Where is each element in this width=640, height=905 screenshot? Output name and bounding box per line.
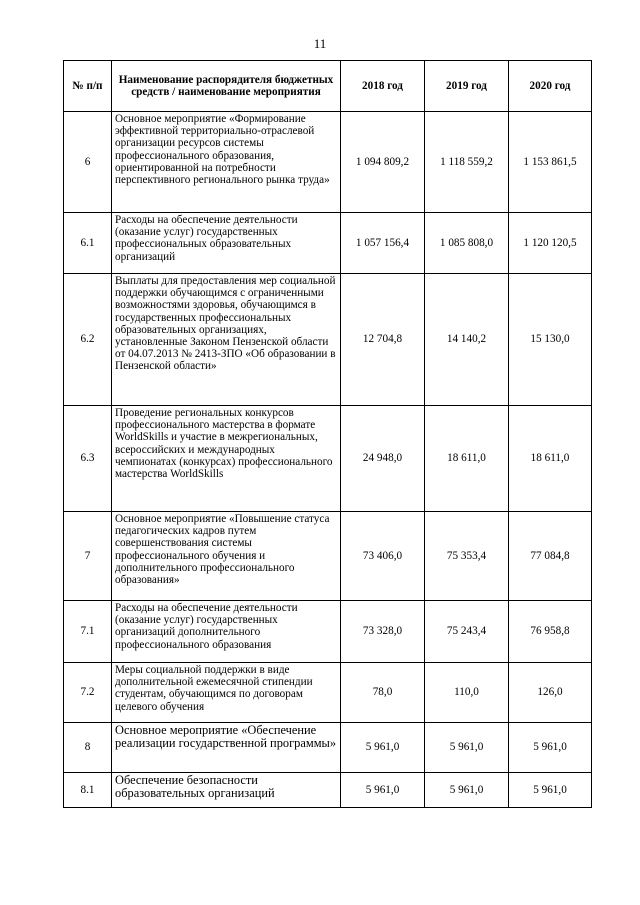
row-number: 7.2 <box>64 663 112 723</box>
row-name: Обеспечение безопасности образовательных организаций <box>112 773 341 808</box>
row-name: Расходы на обеспечение деятельности (оказание услуг) государственных организаций дополнительного профессионального образования <box>112 601 341 663</box>
row-name: Меры социальной поддержки в виде дополнительной ежемесячной стипендии студентам, обучающимся по договорам целевого обучения <box>112 663 341 723</box>
value-2019: 110,0 <box>425 663 509 723</box>
row-number: 6.3 <box>64 406 112 512</box>
table-header-row <box>64 61 592 112</box>
row-number: 6.2 <box>64 274 112 406</box>
value-2020: 18 611,0 <box>509 406 592 512</box>
header-name: Наименование распорядителя бюджетных средств / наименование мероприятия <box>112 61 341 112</box>
value-2019: 5 961,0 <box>425 773 509 808</box>
table-row <box>64 213 592 274</box>
row-number: 7.1 <box>64 601 112 663</box>
header-2020: 2020 год <box>509 61 592 112</box>
value-2019: 5 961,0 <box>425 723 509 773</box>
value-2018: 73 406,0 <box>341 512 425 601</box>
table-row <box>64 663 592 723</box>
budget-table <box>63 60 592 808</box>
value-2020: 126,0 <box>509 663 592 723</box>
row-number: 6.1 <box>64 213 112 274</box>
row-name: Расходы на обеспечение деятельности (оказание услуг) государственных профессиональных образовательных организаций <box>112 213 341 274</box>
value-2019: 75 243,4 <box>425 601 509 663</box>
table-row <box>64 773 592 808</box>
row-name: Основное мероприятие «Повышение статуса педагогических кадров путем совершенствования системы профессионального обучения и дополнительного профессионального образования» <box>112 512 341 601</box>
value-2018: 1 057 156,4 <box>341 213 425 274</box>
table-row <box>64 406 592 512</box>
table-row <box>64 601 592 663</box>
row-number: 8 <box>64 723 112 773</box>
value-2018: 78,0 <box>341 663 425 723</box>
row-name: Основное мероприятие «Обеспечение реализации государственной программы» <box>112 723 341 773</box>
value-2019: 75 353,4 <box>425 512 509 601</box>
header-2019: 2019 год <box>425 61 509 112</box>
table-row <box>64 512 592 601</box>
value-2019: 1 085 808,0 <box>425 213 509 274</box>
row-number: 7 <box>64 512 112 601</box>
value-2020: 5 961,0 <box>509 723 592 773</box>
value-2020: 1 120 120,5 <box>509 213 592 274</box>
row-name: Основное мероприятие «Формирование эффективной территориально-отраслевой организации ресурсов системы профессионального образования, ориентированной на потребности перспективного регионального рынка труда» <box>112 112 341 213</box>
value-2020: 77 084,8 <box>509 512 592 601</box>
value-2018: 24 948,0 <box>341 406 425 512</box>
value-2019: 1 118 559,2 <box>425 112 509 213</box>
table-row <box>64 274 592 406</box>
value-2019: 14 140,2 <box>425 274 509 406</box>
value-2018: 12 704,8 <box>341 274 425 406</box>
header-number: № п/п <box>64 61 112 112</box>
row-number: 8.1 <box>64 773 112 808</box>
value-2019: 18 611,0 <box>425 406 509 512</box>
value-2020: 76 958,8 <box>509 601 592 663</box>
value-2018: 1 094 809,2 <box>341 112 425 213</box>
table-row <box>64 112 592 213</box>
value-2018: 5 961,0 <box>341 723 425 773</box>
header-2018: 2018 год <box>341 61 425 112</box>
value-2020: 15 130,0 <box>509 274 592 406</box>
value-2018: 73 328,0 <box>341 601 425 663</box>
page-number: 11 <box>313 36 327 51</box>
value-2020: 5 961,0 <box>509 773 592 808</box>
row-name: Проведение региональных конкурсов профессионального мастерства в формате WorldSkills и участие в межрегиональных, всероссийских и международных чемпионатах (конкурсах) профессионального мастерства WorldSkills <box>112 406 341 512</box>
row-name: Выплаты для предоставления мер социальной поддержки обучающимся с ограниченными возможностями здоровья, обучающимся в государственных профессиональных образовательных организациях, установленные Законом Пензенской области от 04.07.2013 № 2413-ЗПО «Об образовании в Пензенской области» <box>112 274 341 406</box>
table-row <box>64 723 592 773</box>
value-2018: 5 961,0 <box>341 773 425 808</box>
row-number: 6 <box>64 112 112 213</box>
value-2020: 1 153 861,5 <box>509 112 592 213</box>
